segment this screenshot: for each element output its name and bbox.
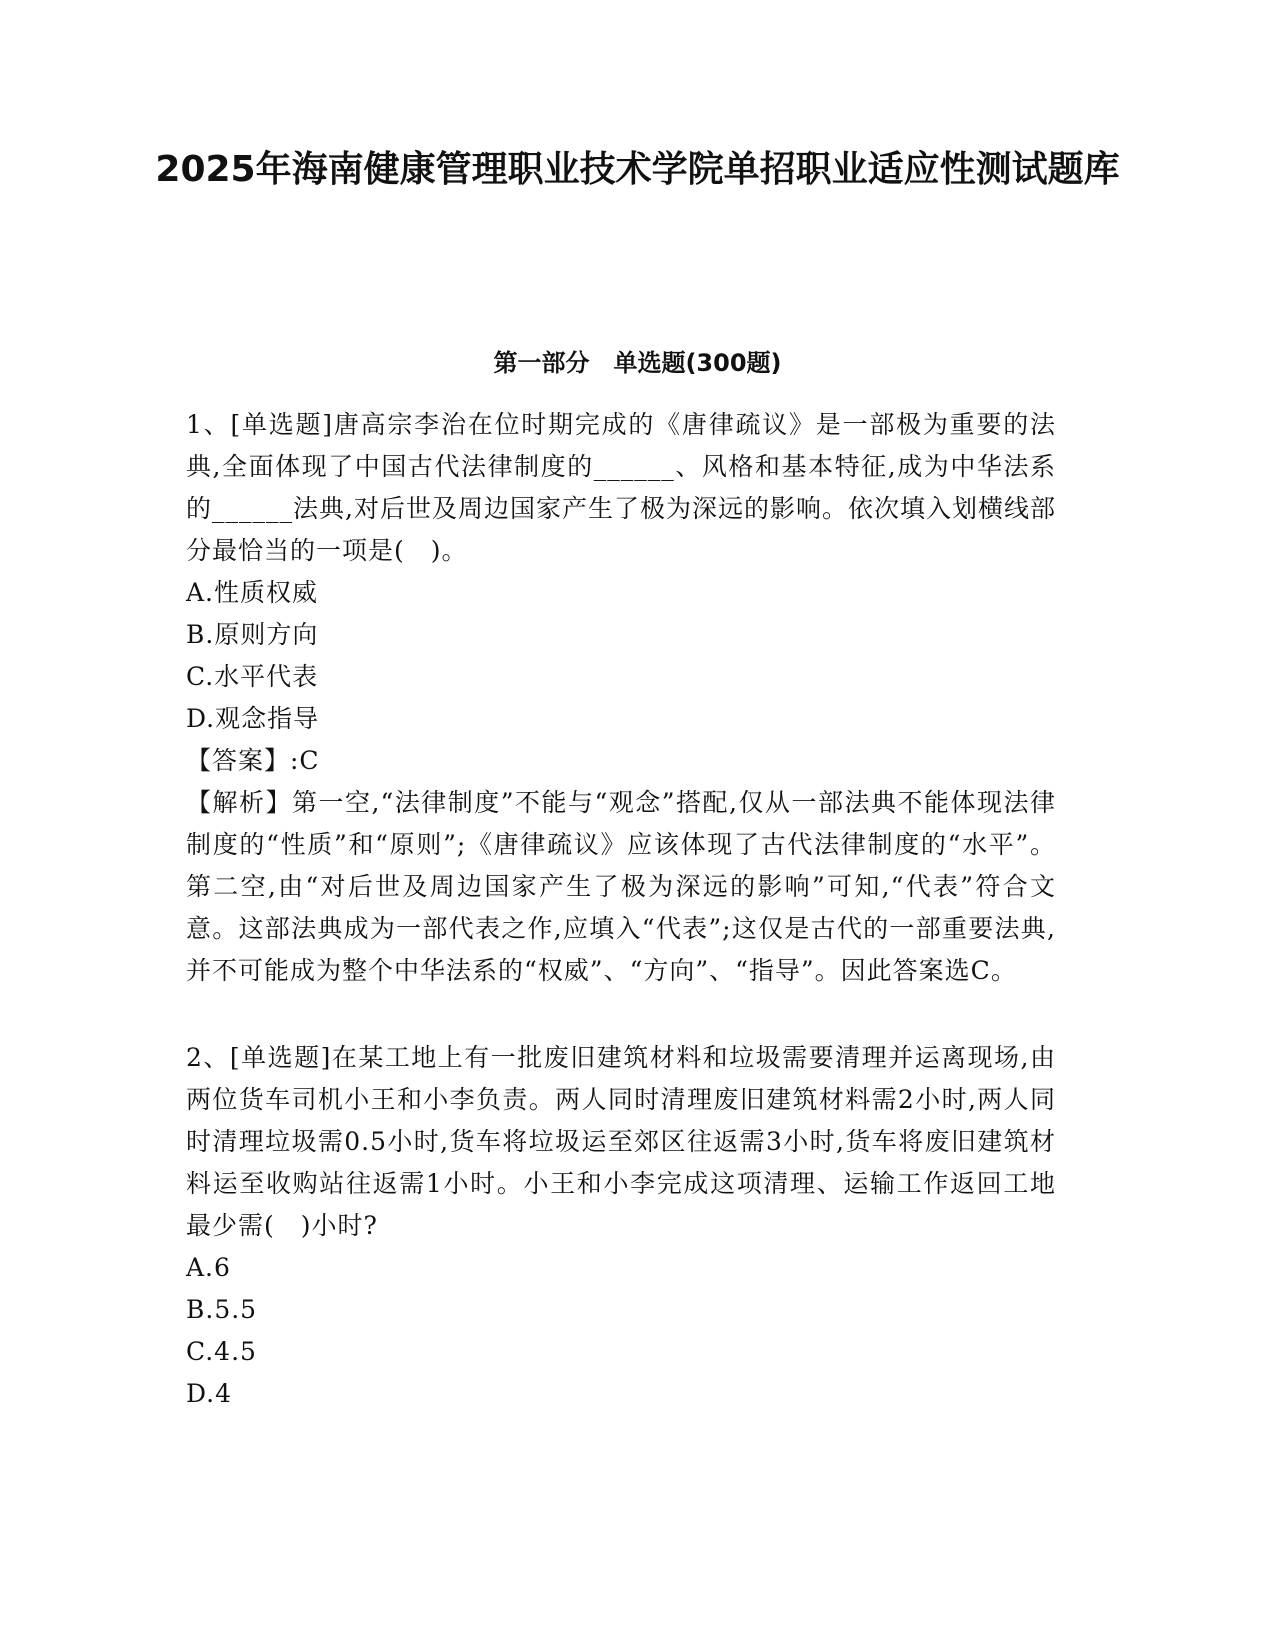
question-1 bbox=[186, 404, 1056, 992]
question-2 bbox=[186, 1037, 1056, 1415]
option-c: C.4.5 bbox=[186, 1337, 257, 1366]
option-a: A.6 bbox=[186, 1253, 231, 1282]
option-a: A.性质权威 bbox=[186, 578, 319, 607]
option-d: D.4 bbox=[186, 1379, 233, 1408]
option-c: C.水平代表 bbox=[186, 662, 319, 691]
document-title: 2025年海南健康管理职业技术学院单招职业适应性测试题库 bbox=[155, 149, 1120, 190]
option-b: B.5.5 bbox=[186, 1295, 258, 1324]
question-stem: 2、[单选题]在某工地上有一批废旧建筑材料和垃圾需要清理并运离现场,由两位货车司机小王和小李负责。两人同时清理废旧建筑材料需2小时,两人同时清理垃圾需0.5小时,货车将垃圾运至郊区往返需3小时,货车将废旧建筑材料运至收购站往返需1小时。小王和小李完成这项清理、运输工作返回工地最少需( )小时? bbox=[186, 1043, 1056, 1240]
section-title: 第一部分 单选题(300题) bbox=[493, 349, 782, 377]
analysis: 【解析】第一空,“法律制度”不能与“观念”搭配,仅从一部法典不能体现法律制度的“性质”和“原则”;《唐律疏议》应该体现了古代法律制度的“水平”。第二空,由“对后世及周边国家产生了极为深远的影响”可知,“代表”符合文意。这部法典成为一部代表之作,应填入“代表”;这仅是古代的一部重要法典,并不可能成为整个中华法系的“权威”、“方向”、“指导”。因此答案选C。 bbox=[186, 788, 1056, 985]
option-d: D.观念指导 bbox=[186, 704, 320, 733]
option-b: B.原则方向 bbox=[186, 620, 319, 649]
question-stem: 1、[单选题]唐高宗李治在位时期完成的《唐律疏议》是一部极为重要的法典,全面体现了中国古代法律制度的______、风格和基本特征,成为中华法系的______法典,对后世及周边国家产生了极为深远的影响。依次填入划横线部分最恰当的一项是( )。 bbox=[186, 410, 1056, 565]
answer: 【答案】:C bbox=[186, 746, 320, 775]
